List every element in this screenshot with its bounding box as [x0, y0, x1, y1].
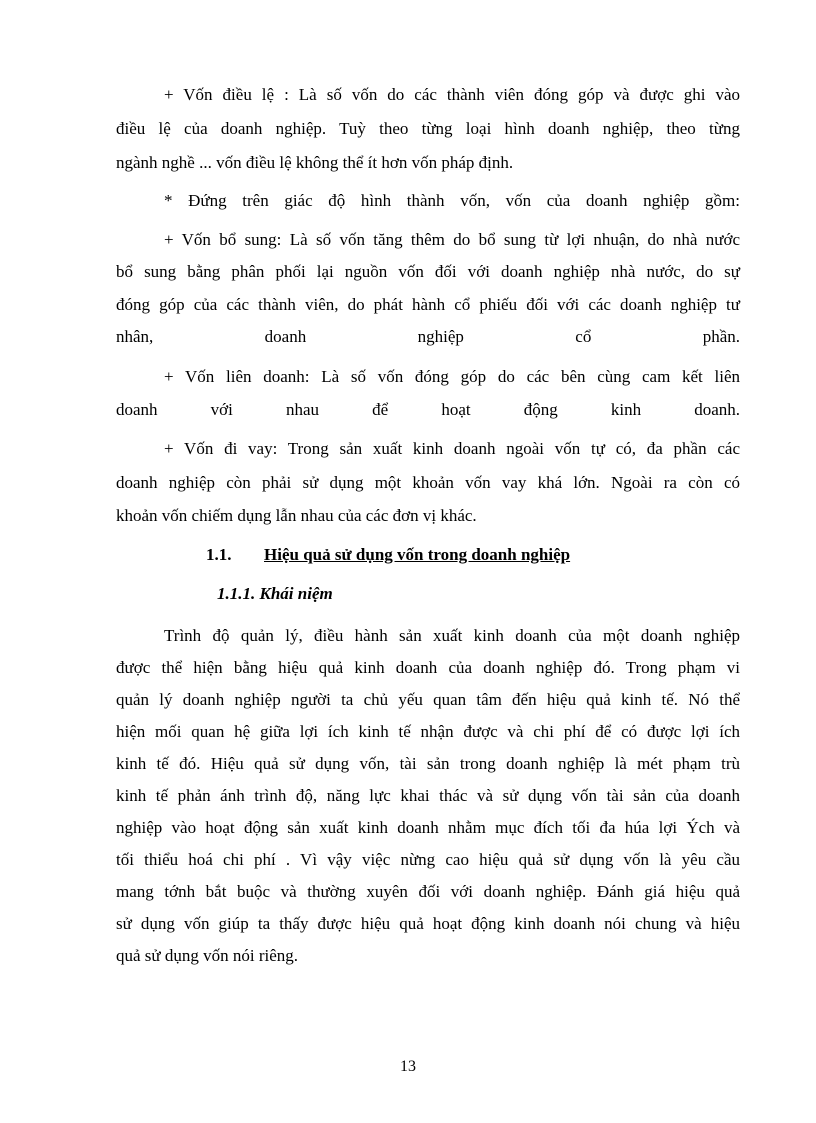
paragraph-line: kinh tế đó. Hiệu quả sử dụng vốn, tài sản trong doanh nghiệp là mét phạm trù	[116, 754, 740, 773]
paragraph-line: mang tớnh bắt buộc và thường xuyên đối với doanh nghiệp. Đánh giá hiệu quả	[116, 882, 740, 901]
paragraph-line: + Vốn liên doanh: Là số vốn đóng góp do các bên cùng cam kết liên	[164, 367, 740, 386]
paragraph-line: khoản vốn chiếm dụng lẫn nhau của các đơn vị khác.	[116, 506, 477, 525]
paragraph-line: kinh tế phản ánh trình độ, năng lực khai thác và sử dụng vốn tài sản của doanh	[116, 786, 740, 805]
paragraph-line: + Vốn đi vay: Trong sản xuất kinh doanh ngoài vốn tự có, đa phần các	[164, 439, 740, 458]
paragraph-line: * Đứng trên giác độ hình thành vốn, vốn của doanh nghiệp gồm:	[164, 191, 740, 210]
paragraph-line: doanh với nhau để hoạt động kinh doanh.	[116, 400, 740, 419]
paragraph-line: sử dụng vốn giúp ta thấy được hiệu quả hoạt động kinh doanh nói chung và hiệu	[116, 914, 740, 933]
section-heading	[206, 544, 570, 566]
paragraph-line: nghiệp vào hoạt động sản xuất kinh doanh nhằm mục đích tối đa húa lợi Ých và	[116, 818, 740, 837]
paragraph-line: ngành nghề ... vốn điều lệ không thể ít hơn vốn pháp định.	[116, 153, 514, 172]
paragraph-line: doanh nghiệp còn phải sử dụng một khoản vốn vay khá lớn. Ngoài ra còn có	[116, 473, 740, 492]
page-number: 13	[400, 1058, 416, 1075]
paragraph-line: điều lệ của doanh nghiệp. Tuỳ theo từng loại hình doanh nghiệp, theo từng	[116, 119, 740, 138]
section-title: Hiệu quả sử dụng vốn trong doanh nghiệp	[264, 545, 571, 564]
paragraph-line: quả sử dụng vốn nói riêng.	[116, 946, 299, 965]
paragraph-line: được thể hiện bằng hiệu quả kinh doanh của doanh nghiệp đó. Trong phạm vi	[116, 658, 740, 677]
section-number: 1.1.	[206, 545, 232, 564]
paragraph-line: quản lý doanh nghiệp người ta chủ yếu quan tâm đến hiệu quả kinh tế. Nó thể	[116, 690, 740, 709]
paragraph-line: Trình độ quản lý, điều hành sản xuất kinh doanh của một doanh nghiệp	[164, 626, 740, 645]
paragraph-line: đóng góp của các thành viên, do phát hành cổ phiếu đối với các doanh nghiệp tư	[116, 295, 740, 314]
paragraph-line: hiện mối quan hệ giữa lợi ích kinh tế nhận được và chi phí để có được lợi ích	[116, 722, 740, 741]
paragraph-line: + Vốn bổ sung: Là số vốn tăng thêm do bổ sung từ lợi nhuận, do nhà nước	[164, 230, 740, 249]
paragraph-line: + Vốn điều lệ : Là số vốn do các thành viên đóng góp và được ghi vào	[164, 85, 740, 104]
paragraph-line: nhân, doanh nghiệp cổ phần.	[116, 327, 740, 346]
paragraph-line: tối thiểu hoá chi phí . Vì vậy việc nừng cao hiệu quả sử dụng vốn là yêu cầu	[116, 850, 740, 869]
paragraph-line: bổ sung bằng phân phối lại nguồn vốn đối với doanh nghiệp nhà nước, do sự	[116, 262, 740, 281]
subsection-heading: 1.1.1. Khái niệm	[217, 584, 333, 603]
